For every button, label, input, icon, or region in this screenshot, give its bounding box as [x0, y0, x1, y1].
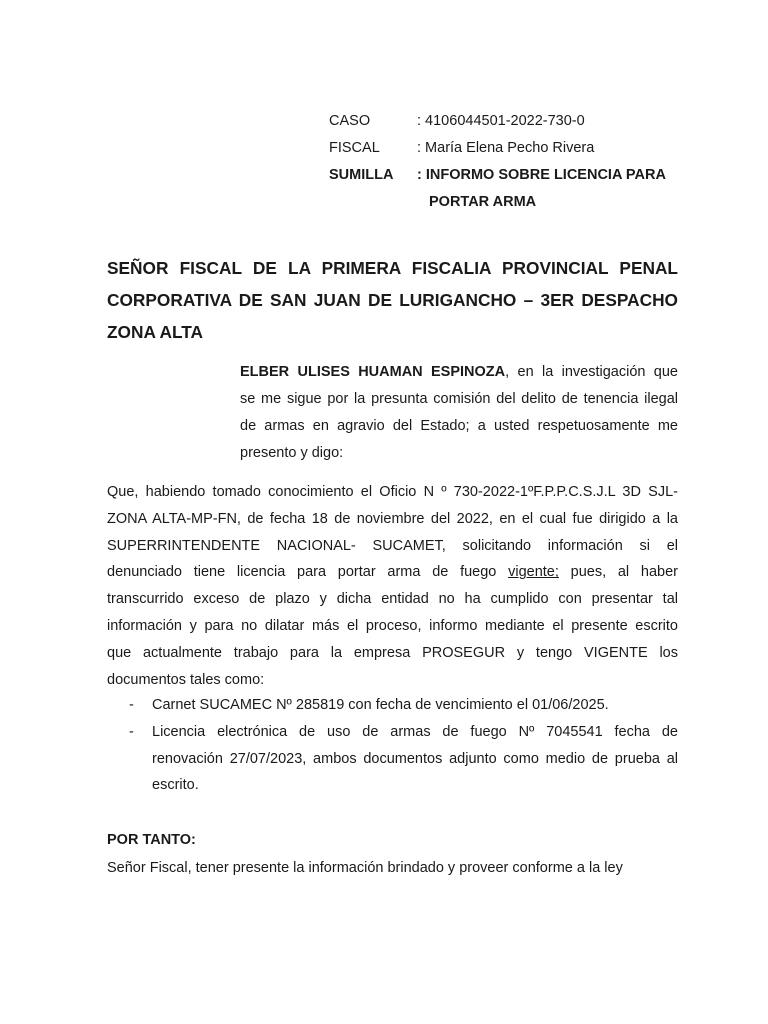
addressee-line: ZONA ALTA: [107, 322, 203, 342]
list-item-text: escrito.: [152, 777, 199, 794]
caso-label: CASO: [329, 113, 371, 129]
intro-line: [240, 359, 678, 386]
por-tanto-heading: POR TANTO:: [107, 832, 196, 848]
vigente-underlined: vigente;: [508, 564, 559, 581]
body-line: información y para no dilatar más el proceso, informo mediante el presente escrito: [107, 617, 678, 634]
list-item-text: renovación 27/07/2023, ambos documentos adjunto como medio de prueba al: [152, 750, 678, 767]
caso-row: [329, 108, 689, 135]
body-line-part: pues, al haber: [558, 564, 678, 581]
dash-bullet: -: [129, 697, 134, 713]
fiscal-row: [329, 135, 689, 162]
petitioner-name: ELBER ULISES HUAMAN ESPINOZA: [240, 364, 506, 380]
list-item: [107, 692, 678, 719]
list-item-text: Carnet SUCAMEC Nº 285819 con fecha de vencimiento el 01/06/2025.: [152, 697, 609, 713]
body-line: ZONA ALTA-MP-FN, de fecha 18 de noviembre del 2022, en el cual fue dirigido a la: [107, 510, 678, 527]
dash-bullet: -: [129, 723, 134, 740]
addressee-heading: [107, 252, 678, 348]
addressee-line: SEÑOR FISCAL DE LA PRIMERA FISCALIA PROVINCIAL PENAL: [107, 258, 678, 278]
documents-list: [107, 692, 678, 799]
intro-line: presento y digo:: [240, 445, 344, 461]
body-line: que actualmente trabajo para la empresa PROSEGUR y tengo VIGENTE los: [107, 644, 678, 661]
list-item: [107, 719, 678, 799]
sumilla-row: [329, 162, 689, 189]
intro-paragraph: [240, 359, 678, 467]
sumilla-label: SUMILLA: [329, 167, 394, 183]
intro-line-rest: , en la investigación que: [505, 364, 678, 380]
body-line: SUPERRINTENDENTE NACIONAL- SUCAMET, solicitando información si el: [107, 537, 678, 554]
body-line: documentos tales como:: [107, 671, 265, 688]
fiscal-value: : María Elena Pecho Rivera: [417, 140, 595, 156]
body-line: Que, habiendo tomado conocimiento el Oficio N º 730-2022-1ºF.P.P.C.S.J.L 3D SJL-: [107, 484, 678, 500]
sumilla-value: : INFORMO SOBRE LICENCIA PARA: [417, 167, 666, 183]
intro-line: se me sigue por la presunta comisión del delito de tenencia ilegal: [240, 391, 678, 407]
body-line-part: denunciado tiene licencia para portar arma de fuego: [107, 564, 497, 581]
fiscal-label: FISCAL: [329, 140, 380, 156]
addressee-line: CORPORATIVA DE SAN JUAN DE LURIGANCHO – 3ER DESPACHO: [107, 290, 678, 310]
case-header: [329, 108, 689, 216]
sumilla-value-continuation: PORTAR ARMA: [429, 194, 537, 210]
body-line: transcurrido exceso de plazo y dicha entidad no ha cumplido con presentar tal: [107, 591, 678, 608]
caso-value: : 4106044501-2022-730-0: [417, 113, 585, 129]
body-paragraph: [107, 479, 678, 693]
closing-text: Señor Fiscal, tener presente la información brindado y proveer conforme a la ley: [107, 860, 623, 876]
body-line: [107, 559, 678, 586]
intro-line: de armas en agravio del Estado; a usted respetuosamente me: [240, 418, 678, 434]
list-item-text: Licencia electrónica de uso de armas de fuego Nº 7045541 fecha de: [152, 723, 678, 740]
